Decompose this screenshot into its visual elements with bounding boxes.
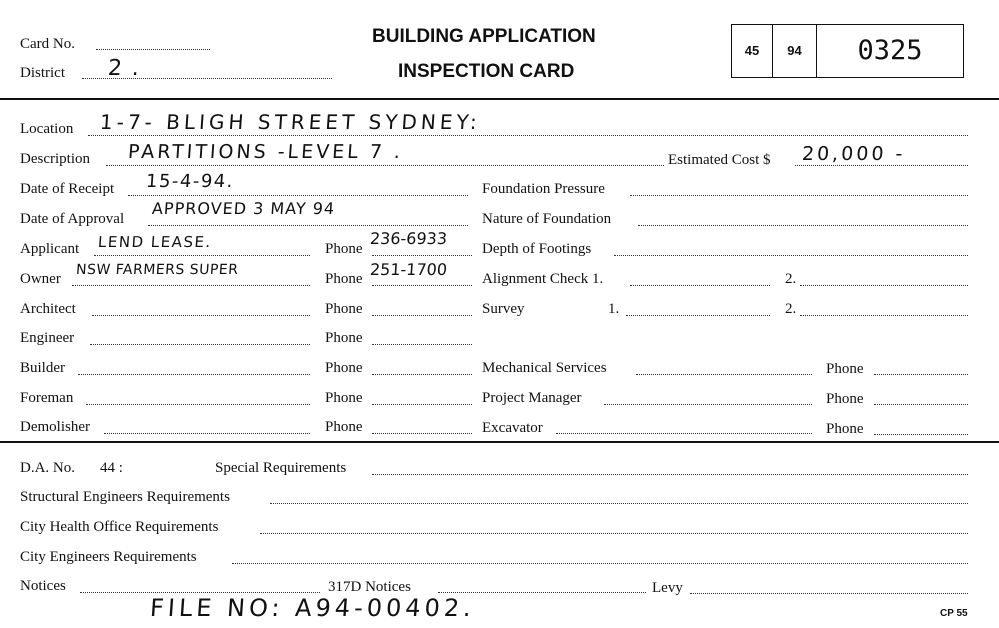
engineer-phone-line: [372, 344, 472, 345]
demolisher-phone-line: [372, 433, 472, 434]
architect-line: [92, 315, 310, 316]
architect-phone-line: [372, 315, 472, 316]
da-no-value: 44 :: [100, 460, 123, 476]
applicant-phone-value: 236-6933: [369, 229, 448, 248]
demolisher-line: [104, 433, 310, 434]
architect-phone-label: Phone: [325, 301, 363, 317]
description-label: Description: [20, 151, 90, 167]
form-code: CP 55: [940, 608, 968, 619]
applicant-value: LEND LEASE.: [97, 233, 213, 251]
applicant-line: [94, 255, 310, 256]
project-manager-phone-line: [874, 404, 968, 405]
number-box-a: 45: [732, 25, 773, 77]
engineers-requirements-label: City Engineers Requirements: [20, 549, 197, 565]
date-approval-line: [148, 225, 468, 226]
card-no-line: [96, 49, 210, 50]
mechanical-services-line: [636, 374, 812, 375]
card-number-box: [731, 24, 964, 78]
survey-line-2: [800, 315, 968, 316]
district-value: 2 .: [107, 56, 142, 81]
estimated-cost-value: 20,000 -: [801, 143, 907, 165]
foreman-phone-line: [372, 404, 472, 405]
levy-line: [690, 593, 968, 594]
survey-1-label: 1.: [608, 301, 620, 317]
header-divider: [0, 98, 999, 100]
applicant-phone-label: Phone: [325, 241, 363, 257]
demolisher-phone-label: Phone: [325, 419, 363, 435]
notices-317d-label: 317D Notices: [328, 579, 411, 595]
project-manager-phone-label: Phone: [826, 391, 864, 407]
survey-line-1: [626, 315, 770, 316]
structural-requirements-line: [270, 503, 968, 504]
health-requirements-line: [260, 533, 968, 534]
depth-footings-label: Depth of Footings: [482, 241, 592, 257]
excavator-phone-label: Phone: [826, 421, 864, 437]
engineer-label: Engineer: [20, 330, 75, 346]
builder-line: [78, 374, 310, 375]
project-manager-line: [604, 404, 812, 405]
nature-foundation-line: [638, 225, 968, 226]
alignment-check-line-1: [630, 285, 770, 286]
foundation-pressure-label: Foundation Pressure: [482, 181, 605, 197]
file-number: FILE NO: A94-00402.: [149, 594, 476, 622]
date-receipt-label: Date of Receipt: [20, 181, 115, 197]
foreman-label: Foreman: [20, 390, 74, 406]
da-no-label: D.A. No.: [20, 460, 75, 476]
number-box-main: 0325: [857, 35, 923, 66]
alignment-check-2-label: 2.: [785, 271, 797, 287]
location-value: 1-7- BLIGH STREET SYDNEY:: [99, 110, 482, 134]
owner-line: [72, 285, 310, 286]
engineer-phone-label: Phone: [325, 330, 363, 346]
form-title-line1: BUILDING APPLICATION: [372, 26, 596, 47]
depth-footings-line: [614, 255, 968, 256]
survey-2-label: 2.: [785, 301, 797, 317]
description-line: [106, 165, 664, 166]
date-receipt-line: [128, 195, 468, 196]
foundation-pressure-line: [630, 195, 968, 196]
estimated-cost-line: [795, 165, 968, 166]
mechanical-phone-line: [874, 374, 968, 375]
mechanical-phone-label: Phone: [826, 361, 864, 377]
nature-foundation-label: Nature of Foundation: [482, 211, 612, 227]
date-approval-value: APPROVED 3 MAY 94: [151, 199, 336, 218]
engineers-requirements-line: [232, 563, 968, 564]
location-line: [88, 135, 968, 136]
alignment-check-label: Alignment Check 1.: [482, 271, 604, 287]
architect-label: Architect: [20, 301, 76, 317]
owner-phone-line: [372, 285, 472, 286]
excavator-phone-line: [874, 434, 968, 435]
requirements-divider: [0, 441, 999, 443]
form-title-line2: INSPECTION CARD: [398, 61, 575, 82]
date-approval-label: Date of Approval: [20, 211, 125, 227]
alignment-check-line-2: [800, 285, 968, 286]
engineer-line: [90, 344, 310, 345]
location-label: Location: [20, 121, 74, 137]
special-requirements-line: [372, 474, 968, 475]
owner-phone-value: 251-1700: [369, 260, 448, 279]
estimated-cost-label: Estimated Cost $: [668, 152, 771, 168]
excavator-line: [556, 433, 812, 434]
excavator-label: Excavator: [482, 420, 543, 436]
builder-phone-line: [372, 374, 472, 375]
health-requirements-label: City Health Office Requirements: [20, 519, 219, 535]
notices-line: [80, 592, 320, 593]
owner-phone-label: Phone: [325, 271, 363, 287]
notices-317d-line: [438, 592, 646, 593]
applicant-label: Applicant: [20, 241, 80, 257]
levy-label: Levy: [652, 580, 683, 596]
project-manager-label: Project Manager: [482, 390, 582, 406]
mechanical-services-label: Mechanical Services: [482, 360, 607, 376]
applicant-phone-line: [372, 255, 472, 256]
date-receipt-value: 15-4-94.: [145, 171, 235, 192]
owner-value: NSW FARMERS SUPER: [75, 262, 239, 278]
card-no-label: Card No.: [20, 36, 75, 52]
foreman-phone-label: Phone: [325, 390, 363, 406]
number-box-b: 94: [773, 25, 817, 77]
owner-label: Owner: [20, 271, 61, 287]
structural-requirements-label: Structural Engineers Requirements: [20, 489, 230, 505]
demolisher-label: Demolisher: [20, 419, 90, 435]
district-label: District: [20, 65, 65, 81]
survey-label: Survey: [482, 301, 525, 317]
builder-label: Builder: [20, 360, 65, 376]
builder-phone-label: Phone: [325, 360, 363, 376]
special-requirements-label: Special Requirements: [215, 460, 347, 476]
description-value: PARTITIONS -LEVEL 7 .: [127, 141, 404, 163]
notices-label: Notices: [20, 578, 66, 594]
foreman-line: [86, 404, 310, 405]
